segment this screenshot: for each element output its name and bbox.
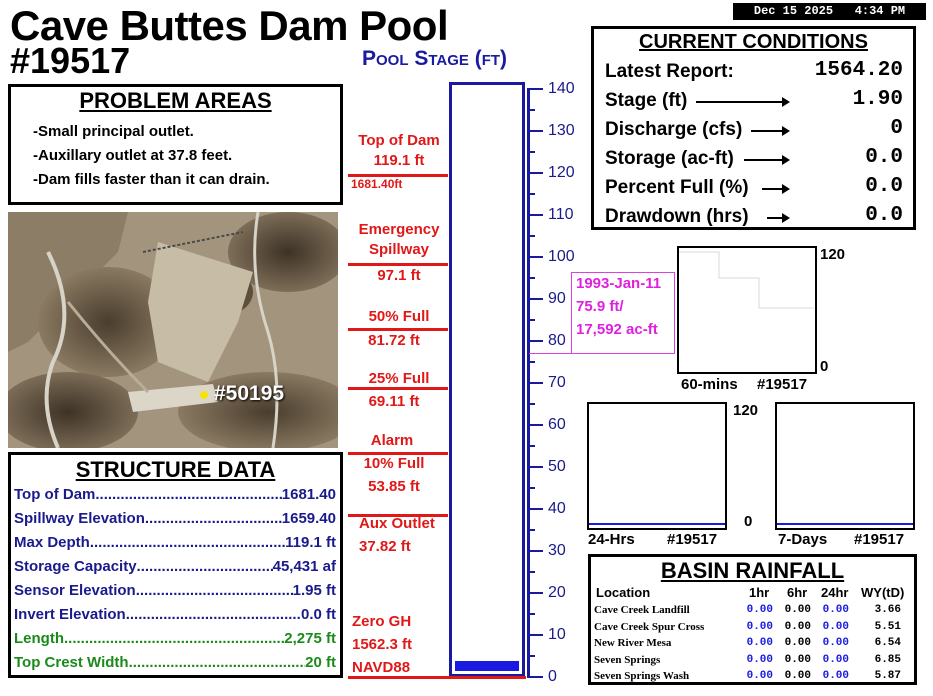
seven-day-trace: [777, 523, 913, 525]
rainfall-value-h6: 0.00: [784, 653, 811, 666]
sixty-minute-chart-trace: [679, 248, 815, 372]
structure-row: Length ..... 2,275 ft: [14, 630, 336, 647]
record-date: 1993-Jan-11: [576, 275, 662, 292]
sensor-id-label: #50195: [214, 382, 285, 405]
fifty-percent-label: 50% Full: [368, 308, 430, 325]
aerial-terrain-image: [8, 212, 338, 448]
stage-axis-minor-tick: [527, 655, 535, 657]
discharge-label: Discharge (cfs): [605, 119, 743, 140]
stage-axis-minor-tick: [527, 613, 535, 615]
rainfall-value-wy: 5.51: [874, 620, 901, 633]
drawdown-value: 0.0: [865, 204, 903, 227]
stage-axis-tick-label: 130: [548, 122, 575, 139]
problem-item: -Auxillary outlet at 37.8 feet.: [33, 147, 233, 164]
six-hour-header: 6hr: [787, 585, 808, 600]
rainfall-value-h24: 0.00: [822, 653, 849, 666]
sixty-minute-ymin: 0: [820, 358, 829, 375]
rainfall-value-h1: 0.00: [746, 604, 773, 616]
stage-axis-tick: [527, 676, 543, 678]
top-of-dam-label: Top of Dam 119.1 ft: [358, 132, 440, 169]
problem-item: -Small principal outlet.: [33, 123, 194, 140]
fifty-percent-line: [348, 328, 448, 331]
stage-axis-minor-tick: [527, 571, 535, 573]
stage-axis-minor-tick: [527, 235, 535, 237]
stage-axis-minor-tick: [527, 445, 535, 447]
current-conditions-title: CURRENT CONDITIONS: [639, 31, 868, 53]
rainfall-value-h6: 0.00: [784, 670, 811, 682]
stage-axis-tick-label: 20: [548, 584, 566, 601]
one-hour-header: 1hr: [749, 585, 770, 600]
stage-axis-tick-label: 120: [548, 164, 575, 181]
stage-axis-tick: [527, 550, 543, 552]
stage-axis-minor-tick: [527, 403, 535, 405]
sixty-minute-stage-chart: [677, 246, 817, 374]
top-of-dam-elevation: 1681.40ft: [351, 177, 403, 191]
stage-axis-tick-label: 10: [548, 626, 566, 643]
sixty-minute-label: 60-mins: [681, 376, 738, 393]
stage-axis-tick-label: 140: [548, 80, 575, 97]
stage-axis-tick-label: 30: [548, 542, 566, 559]
current-conditions-panel: [591, 26, 916, 230]
stage-axis-tick-label: 40: [548, 500, 566, 517]
problem-item: -Dam fills faster than it can drain.: [33, 171, 270, 188]
twenty-five-percent-label: 25% Full: [368, 370, 430, 387]
seven-day-stage-chart: [775, 402, 915, 530]
rainfall-location: Cave Creek Spur Cross: [594, 620, 705, 633]
structure-row: Sensor Elevation ..... 1.95 ft: [14, 582, 336, 599]
drawdown-arrow-icon: [767, 217, 788, 219]
percent-full-label: Percent Full (%): [605, 177, 749, 198]
stage-axis-tick: [527, 340, 543, 342]
alarm-percent-label: 10% Full: [363, 455, 425, 472]
rainfall-value-wy: 3.66: [874, 604, 901, 616]
structure-row: Max Depth ..... 119.1 ft: [14, 534, 336, 551]
storage-label: Storage (ac-ft): [605, 148, 734, 169]
stage-axis-minor-tick: [527, 487, 535, 489]
problem-areas-title: PROBLEM AREAS: [79, 88, 272, 113]
stage-label: Stage (ft): [605, 90, 688, 111]
drawdown-label: Drawdown (hrs): [605, 206, 749, 227]
storage-value: 0.0: [865, 146, 903, 169]
stage-axis-minor-tick: [527, 151, 535, 153]
stage-axis-tick: [527, 130, 543, 132]
fifty-percent-value: 81.72 ft: [368, 332, 420, 349]
emergency-spillway-line: [348, 263, 448, 266]
stage-axis-tick: [527, 592, 543, 594]
aux-outlet-label: Aux Outlet: [359, 515, 435, 532]
stage-axis-tick: [527, 508, 543, 510]
seven-day-id: #19517: [854, 531, 905, 548]
rainfall-location: Seven Springs Wash: [594, 670, 690, 682]
stage-axis-tick: [527, 466, 543, 468]
pool-stage-title: Pool Stage (ft): [362, 47, 508, 70]
stage-arrow-icon: [696, 101, 788, 103]
stage-axis-minor-tick: [527, 277, 535, 279]
latest-report-label: Latest Report:: [605, 61, 734, 82]
discharge-value: 0: [890, 117, 903, 140]
twentyfour-hour-label: 24-Hrs: [588, 531, 635, 548]
rainfall-value-h1: 0.00: [746, 620, 773, 633]
stage-axis-tick-label: 110: [548, 206, 574, 223]
twentyfour-hour-header: 24hr: [821, 585, 849, 600]
structure-row: Storage Capacity ..... 45,431 af: [14, 558, 336, 575]
rainfall-value-h24: 0.00: [822, 620, 849, 633]
rainfall-value-wy: 6.85: [874, 653, 901, 666]
twentyfour-hour-id: #19517: [667, 531, 718, 548]
seven-day-label: 7-Days: [778, 531, 828, 548]
rainfall-value-h1: 0.00: [746, 670, 773, 682]
stage-axis-tick: [527, 256, 543, 258]
stage-axis-tick: [527, 172, 543, 174]
aerial-photo: [8, 212, 338, 448]
emergency-spillway-value: 97.1 ft: [377, 267, 421, 284]
aux-outlet-value: 37.82 ft: [359, 538, 411, 555]
record-stage: 75.9 ft/: [576, 298, 624, 315]
location-header: Location: [596, 585, 651, 600]
sixty-minute-id: #19517: [757, 376, 808, 393]
gauge-id-title: #19517: [10, 40, 131, 81]
rainfall-value-h1: 0.00: [746, 637, 773, 649]
percent-full-value: 0.0: [865, 175, 903, 198]
structure-row: Top of Dam ..... 1681.40: [14, 486, 336, 503]
page-title: Cave Buttes Dam Pool: [10, 2, 449, 49]
stage-axis-minor-tick: [527, 193, 535, 195]
structure-data-title: STRUCTURE DATA: [75, 457, 276, 482]
rainfall-location: Seven Springs: [594, 653, 661, 666]
alarm-label: Alarm: [370, 432, 414, 449]
rainfall-value-h6: 0.00: [784, 620, 811, 633]
record-storage: 17,592 ac-ft: [576, 321, 658, 338]
twentyfour-hour-stage-chart: [587, 402, 727, 530]
percent-full-arrow-icon: [762, 188, 788, 190]
structure-row: Invert Elevation ..... 0.0 ft: [14, 606, 336, 623]
stage-axis-tick-label: 70: [548, 374, 566, 391]
structure-data-panel: [8, 452, 343, 678]
pool-stage-fill: [455, 661, 519, 671]
stage-axis-tick: [527, 634, 543, 636]
stage-axis-minor-tick: [527, 319, 535, 321]
basin-rainfall-panel: [588, 554, 917, 685]
structure-row: Spillway Elevation ..... 1659.40: [14, 510, 336, 527]
rainfall-value-wy: 5.87: [874, 670, 901, 682]
sixty-minute-ymax: 120: [820, 246, 846, 263]
stage-axis-tick-label: 100: [548, 248, 575, 265]
stage-axis-tick-label: 60: [548, 416, 566, 433]
storage-arrow-icon: [744, 159, 788, 161]
rainfall-location: Cave Creek Landfill: [594, 604, 690, 616]
rainfall-value-h24: 0.00: [822, 670, 849, 682]
stage-axis-tick-label: 90: [548, 290, 566, 307]
stage-axis-tick: [527, 214, 543, 216]
zero-gage-line: [348, 676, 526, 679]
latest-report-value: 1564.20: [814, 59, 903, 82]
stage-axis-tick: [527, 424, 543, 426]
stage-axis-tick: [527, 298, 543, 300]
rainfall-value-h1: 0.00: [746, 653, 773, 666]
rainfall-value-h6: 0.00: [784, 637, 811, 649]
stage-axis-tick: [527, 382, 543, 384]
record-stage-box: [571, 272, 675, 354]
pool-stage-gauge: [449, 82, 525, 677]
record-connector-line: [529, 353, 572, 354]
rainfall-value-h24: 0.00: [822, 604, 849, 616]
water-year-header: WY(tD): [861, 585, 905, 600]
stage-value: 1.90: [852, 88, 903, 111]
stage-axis-tick-label: 80: [548, 332, 566, 349]
problem-areas-panel: [8, 84, 343, 205]
stage-axis-minor-tick: [527, 361, 535, 363]
zero-gage-datum: NAVD88: [352, 659, 411, 676]
rainfall-value-h24: 0.00: [822, 637, 849, 649]
twenty-five-percent-value: 69.11 ft: [368, 393, 420, 410]
seven-day-ymin: 0: [744, 513, 753, 530]
zero-gage-elevation: 1562.3 ft: [352, 636, 413, 653]
timestamp: Dec 15 2025 4:34 PM: [733, 3, 926, 20]
rainfall-location: New River Mesa: [594, 637, 672, 649]
zero-gage-label: Zero GH: [352, 613, 412, 630]
stage-axis-minor-tick: [527, 109, 535, 111]
stage-axis-tick-label: 0: [548, 668, 557, 685]
twenty-five-percent-line: [348, 387, 448, 390]
rainfall-value-h6: 0.00: [784, 604, 811, 616]
seven-day-ymax: 120: [733, 402, 759, 419]
stage-axis-minor-tick: [527, 529, 535, 531]
stage-axis-tick-label: 50: [548, 458, 566, 475]
twentyfour-hour-trace: [589, 523, 725, 525]
structure-row: Top Crest Width ..... 20 ft: [14, 654, 336, 671]
basin-rainfall-title: BASIN RAINFALL: [660, 558, 845, 583]
emergency-spillway-label: Emergency Spillway: [358, 221, 440, 258]
rainfall-value-wy: 6.54: [874, 637, 901, 649]
discharge-arrow-icon: [751, 130, 788, 132]
alarm-value: 53.85 ft: [368, 478, 420, 495]
stage-axis-tick: [527, 88, 543, 90]
